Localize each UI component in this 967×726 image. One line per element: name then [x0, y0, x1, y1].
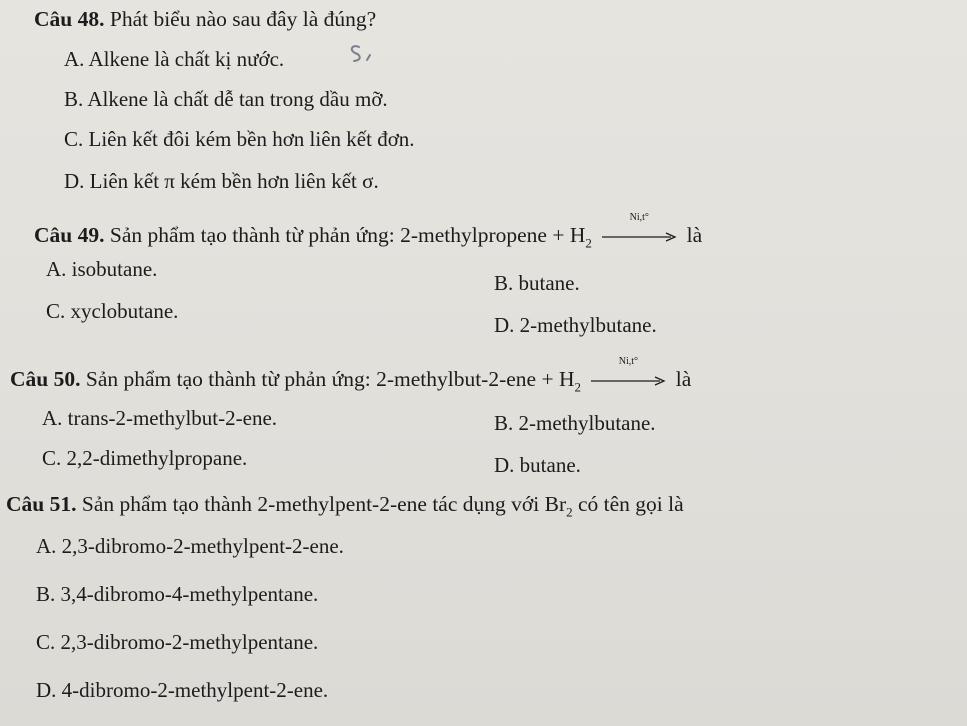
question-48-option-a: A. Alkene là chất kị nước.: [64, 47, 285, 71]
question-49-option-c: C. xyclobutane.: [46, 299, 179, 323]
question-50-subscript: 2: [574, 379, 581, 395]
question-50-text: Sản phẩm tạo thành từ phản ứng: 2-methylbut-2-ene + H: [85, 367, 575, 391]
question-48-number: Câu 48.: [34, 7, 105, 31]
question-51-text: Sản phẩm tạo thành 2-methylpent-2-ene tác dụng với Br: [81, 492, 567, 516]
question-49-text: Sản phẩm tạo thành từ phản ứng: 2-methylpropene + H: [109, 223, 586, 247]
question-51-option-c: C. 2,3-dibromo-2-methylpentane.: [36, 630, 319, 654]
reaction-arrow-label: Ni,t°: [618, 356, 638, 367]
right-arrow-icon: [601, 231, 677, 243]
reaction-arrow: [601, 212, 677, 248]
question-49-number: Câu 49.: [34, 223, 105, 247]
right-arrow-icon: [590, 375, 666, 387]
question-50-number: Câu 50.: [10, 367, 81, 391]
question-51: [6, 491, 684, 525]
question-50: [10, 356, 692, 400]
question-48-option-b: B. Alkene là chất dễ tan trong dầu mỡ.: [64, 87, 388, 111]
question-51-subscript: 2: [566, 504, 573, 520]
reaction-arrow: [590, 356, 666, 392]
question-50-tail: là: [675, 367, 692, 391]
question-48-text: Phát biểu nào sau đây là đúng?: [109, 7, 377, 31]
question-51-option-b: B. 3,4-dibromo-4-methylpentane.: [36, 582, 319, 606]
pencil-scribble-mark: [345, 42, 375, 66]
reaction-arrow-label: Ni,t°: [629, 212, 649, 223]
question-50-option-b: B. 2-methylbutane.: [494, 411, 656, 435]
question-48-option-d: D. Liên kết π kém bền hơn liên kết σ.: [64, 169, 379, 193]
question-49: [34, 212, 703, 256]
question-51-option-d: D. 4-dibromo-2-methylpent-2-ene.: [36, 678, 329, 702]
question-51-number: Câu 51.: [6, 492, 77, 516]
question-48-option-c: C. Liên kết đôi kém bền hơn liên kết đơn.: [64, 127, 415, 151]
question-50-option-c: C. 2,2-dimethylpropane.: [42, 446, 248, 470]
question-51-tail: có tên gọi là: [577, 492, 684, 516]
question-51-option-a: A. 2,3-dibromo-2-methylpent-2-ene.: [36, 534, 344, 558]
question-48: [34, 6, 376, 32]
question-49-option-d: D. 2-methylbutane.: [494, 313, 657, 337]
question-49-subscript: 2: [585, 235, 592, 251]
question-49-tail: là: [686, 223, 703, 247]
question-50-option-a: A. trans-2-methylbut-2-ene.: [42, 406, 278, 430]
question-49-option-a: A. isobutane.: [46, 257, 158, 281]
question-50-option-d: D. butane.: [494, 453, 581, 477]
question-49-option-b: B. butane.: [494, 271, 580, 295]
